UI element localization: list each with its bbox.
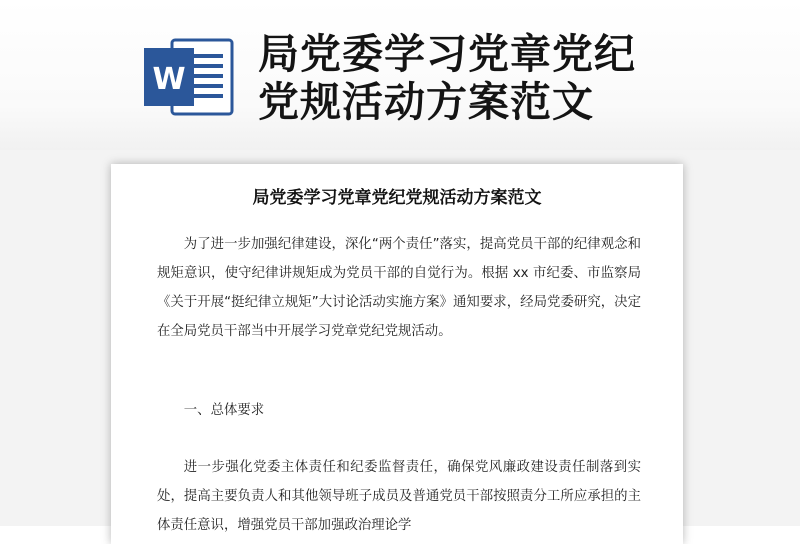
word-icon-letter: W bbox=[152, 62, 186, 97]
section-heading: 一、总体要求 bbox=[183, 403, 265, 418]
intro-paragraph: 为了进一步加强纪律建设，深化“两个责任”落实，提高党员干部的纪律观念和规矩意识，使守纪律讲规矩成为党员干部的自觉行为。根据 xx 市纪委、市监察局《关于开展“挺纪律立规矩”大讨论活动实施方案》通知要求，经局党委研究，决定在全局党员干部当中开展学习党章党纪党规活动。 bbox=[157, 237, 641, 339]
banner-title bbox=[258, 30, 778, 126]
word-document-icon bbox=[142, 34, 236, 120]
document-title: 局党委学习党章党纪党规活动方案范文 bbox=[252, 188, 542, 208]
body-paragraph: 进一步强化党委主体责任和纪委监督责任，确保党风廉政建设责任制落到实处，提高主要负责人和其他领导班子成员及普通党员干部按照责分工所应承担的主体责任意识，增强党员干部加强政治理论学 bbox=[157, 460, 641, 533]
preview-banner bbox=[0, 0, 800, 150]
banner-title-line-1: 局党委学习党章党纪 bbox=[258, 30, 636, 78]
document-page bbox=[111, 164, 683, 544]
banner-title-line-2: 党规活动方案范文 bbox=[258, 78, 594, 126]
